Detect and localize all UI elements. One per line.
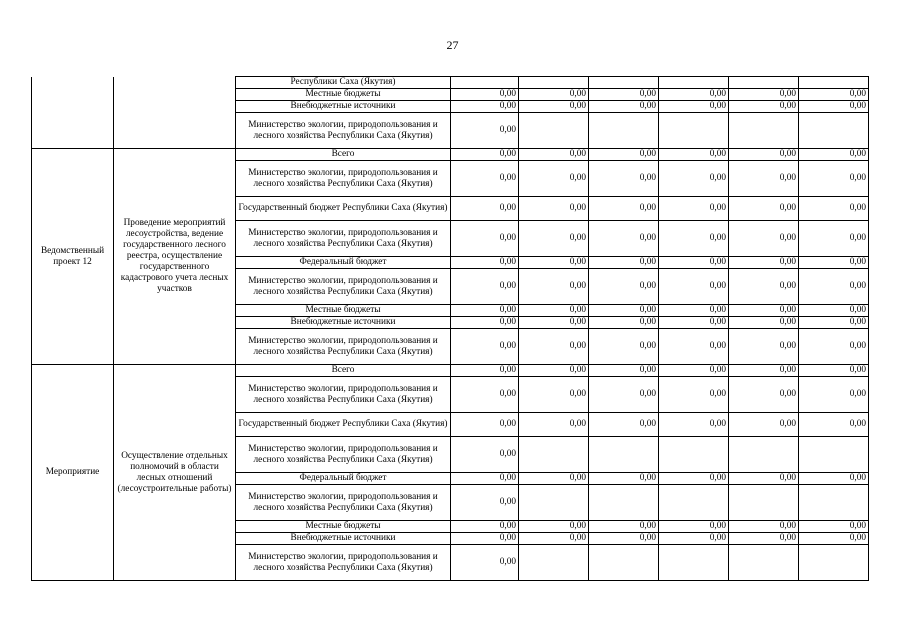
- amount-cell: [729, 485, 799, 521]
- amount-cell: 0,00: [589, 305, 659, 317]
- amount-cell: 0,00: [799, 89, 869, 101]
- amount-cell: 0,00: [519, 257, 589, 269]
- amount-cell: [799, 113, 869, 149]
- funding-source-label: Внебюджетные источники: [236, 317, 451, 329]
- amount-cell: 0,00: [659, 269, 729, 305]
- amount-cell: 0,00: [729, 221, 799, 257]
- amount-cell: 0,00: [519, 221, 589, 257]
- funding-source-label: Министерство экологии, природопользования и лесного хозяйства Республики Саха (Якутия): [236, 485, 451, 521]
- amount-cell: [589, 545, 659, 581]
- amount-cell: 0,00: [519, 365, 589, 377]
- amount-cell: 0,00: [799, 377, 869, 413]
- amount-cell: 0,00: [589, 377, 659, 413]
- amount-cell: 0,00: [799, 521, 869, 533]
- amount-cell: 0,00: [451, 473, 519, 485]
- amount-cell: 0,00: [659, 161, 729, 197]
- amount-cell: [589, 485, 659, 521]
- amount-cell: 0,00: [589, 161, 659, 197]
- amount-cell: 0,00: [659, 149, 729, 161]
- amount-cell: [519, 545, 589, 581]
- amount-cell: 0,00: [451, 269, 519, 305]
- amount-cell: 0,00: [519, 149, 589, 161]
- amount-cell: [589, 113, 659, 149]
- amount-cell: 0,00: [799, 197, 869, 221]
- amount-cell: 0,00: [451, 113, 519, 149]
- amount-cell: [659, 485, 729, 521]
- amount-cell: 0,00: [729, 269, 799, 305]
- amount-cell: 0,00: [589, 521, 659, 533]
- amount-cell: 0,00: [519, 101, 589, 113]
- funding-source-label: Министерство экологии, природопользования и лесного хозяйства Республики Саха (Якутия): [236, 545, 451, 581]
- amount-cell: 0,00: [519, 473, 589, 485]
- amount-cell: 0,00: [451, 533, 519, 545]
- amount-cell: [729, 437, 799, 473]
- amount-cell: 0,00: [659, 305, 729, 317]
- amount-cell: 0,00: [799, 161, 869, 197]
- table-row: [32, 77, 869, 89]
- amount-cell: 0,00: [729, 521, 799, 533]
- amount-cell: 0,00: [589, 257, 659, 269]
- amount-cell: 0,00: [799, 473, 869, 485]
- amount-cell: 0,00: [729, 197, 799, 221]
- funding-source-label: Министерство экологии, природопользования и лесного хозяйства Республики Саха (Якутия): [236, 377, 451, 413]
- continued-description-cell: [114, 77, 236, 149]
- budget-table-body: [32, 77, 869, 581]
- funding-source-label: Местные бюджеты: [236, 305, 451, 317]
- amount-cell: 0,00: [451, 485, 519, 521]
- amount-cell: [451, 77, 519, 89]
- funding-source-label: Государственный бюджет Республики Саха (Якутия): [236, 197, 451, 221]
- amount-cell: 0,00: [729, 161, 799, 197]
- amount-cell: 0,00: [589, 149, 659, 161]
- amount-cell: 0,00: [519, 317, 589, 329]
- amount-cell: 0,00: [519, 197, 589, 221]
- amount-cell: 0,00: [659, 197, 729, 221]
- amount-cell: 0,00: [589, 269, 659, 305]
- funding-source-label: Министерство экологии, природопользования и лесного хозяйства Республики Саха (Якутия): [236, 269, 451, 305]
- amount-cell: 0,00: [729, 149, 799, 161]
- amount-cell: 0,00: [799, 413, 869, 437]
- amount-cell: 0,00: [659, 101, 729, 113]
- amount-cell: [519, 113, 589, 149]
- amount-cell: [519, 485, 589, 521]
- amount-cell: [519, 77, 589, 89]
- funding-source-label: Министерство экологии, природопользования и лесного хозяйства Республики Саха (Якутия): [236, 221, 451, 257]
- amount-cell: 0,00: [589, 89, 659, 101]
- project-type-cell: Ведомственный проект 12: [32, 149, 114, 365]
- amount-cell: 0,00: [451, 317, 519, 329]
- amount-cell: [799, 545, 869, 581]
- amount-cell: 0,00: [799, 269, 869, 305]
- funding-source-label: Министерство экологии, природопользования и лесного хозяйства Республики Саха (Якутия): [236, 437, 451, 473]
- funding-source-label: Министерство экологии, природопользования и лесного хозяйства Республики Саха (Якутия): [236, 161, 451, 197]
- amount-cell: 0,00: [799, 305, 869, 317]
- amount-cell: 0,00: [729, 305, 799, 317]
- amount-cell: [799, 437, 869, 473]
- amount-cell: 0,00: [451, 521, 519, 533]
- amount-cell: 0,00: [659, 89, 729, 101]
- amount-cell: 0,00: [729, 473, 799, 485]
- funding-source-label: Государственный бюджет Республики Саха (Якутия): [236, 413, 451, 437]
- amount-cell: 0,00: [589, 533, 659, 545]
- amount-cell: 0,00: [451, 413, 519, 437]
- amount-cell: [729, 113, 799, 149]
- funding-source-label: Всего: [236, 149, 451, 161]
- amount-cell: 0,00: [451, 257, 519, 269]
- funding-source-label: Всего: [236, 365, 451, 377]
- amount-cell: 0,00: [799, 257, 869, 269]
- funding-source-label: Федеральный бюджет: [236, 473, 451, 485]
- funding-source-label: Федеральный бюджет: [236, 257, 451, 269]
- amount-cell: [799, 77, 869, 89]
- amount-cell: 0,00: [659, 377, 729, 413]
- amount-cell: 0,00: [451, 305, 519, 317]
- amount-cell: 0,00: [799, 101, 869, 113]
- amount-cell: 0,00: [589, 317, 659, 329]
- amount-cell: 0,00: [659, 533, 729, 545]
- amount-cell: 0,00: [729, 413, 799, 437]
- amount-cell: 0,00: [729, 89, 799, 101]
- amount-cell: 0,00: [729, 257, 799, 269]
- amount-cell: 0,00: [519, 269, 589, 305]
- amount-cell: 0,00: [799, 149, 869, 161]
- funding-source-label: Местные бюджеты: [236, 89, 451, 101]
- amount-cell: 0,00: [589, 413, 659, 437]
- amount-cell: 0,00: [729, 317, 799, 329]
- amount-cell: [659, 545, 729, 581]
- amount-cell: 0,00: [659, 413, 729, 437]
- amount-cell: 0,00: [451, 545, 519, 581]
- amount-cell: 0,00: [799, 317, 869, 329]
- page-number: 27: [446, 38, 459, 52]
- amount-cell: 0,00: [799, 533, 869, 545]
- project-description-cell: Проведение мероприятий лесоустройства, ведение государственного лесного реестра, осуществление государственного кадастрового учета лесных участков: [114, 149, 236, 365]
- amount-cell: 0,00: [729, 329, 799, 365]
- amount-cell: [589, 437, 659, 473]
- amount-cell: 0,00: [729, 377, 799, 413]
- amount-cell: 0,00: [451, 221, 519, 257]
- amount-cell: 0,00: [659, 365, 729, 377]
- amount-cell: 0,00: [451, 377, 519, 413]
- amount-cell: [729, 545, 799, 581]
- project-type-cell: Мероприятие: [32, 365, 114, 581]
- funding-source-label: Министерство экологии, природопользования и лесного хозяйства Республики Саха (Якутия): [236, 329, 451, 365]
- amount-cell: [659, 113, 729, 149]
- amount-cell: 0,00: [659, 317, 729, 329]
- amount-cell: 0,00: [451, 329, 519, 365]
- amount-cell: 0,00: [589, 197, 659, 221]
- amount-cell: 0,00: [519, 329, 589, 365]
- amount-cell: [519, 437, 589, 473]
- amount-cell: 0,00: [659, 329, 729, 365]
- funding-source-label: Внебюджетные источники: [236, 533, 451, 545]
- amount-cell: 0,00: [451, 101, 519, 113]
- table-row: [32, 365, 869, 377]
- amount-cell: 0,00: [799, 365, 869, 377]
- funding-source-label: Местные бюджеты: [236, 521, 451, 533]
- amount-cell: [659, 77, 729, 89]
- funding-source-label: Министерство экологии, природопользования и лесного хозяйства Республики Саха (Якутия): [236, 113, 451, 149]
- amount-cell: 0,00: [519, 305, 589, 317]
- funding-source-label: Внебюджетные источники: [236, 101, 451, 113]
- amount-cell: [589, 77, 659, 89]
- funding-source-label: Республики Саха (Якутия): [236, 77, 451, 89]
- continued-project-cell: [32, 77, 114, 149]
- amount-cell: 0,00: [729, 101, 799, 113]
- amount-cell: 0,00: [799, 329, 869, 365]
- amount-cell: 0,00: [589, 221, 659, 257]
- amount-cell: 0,00: [659, 521, 729, 533]
- amount-cell: 0,00: [659, 473, 729, 485]
- amount-cell: 0,00: [519, 89, 589, 101]
- amount-cell: 0,00: [729, 365, 799, 377]
- amount-cell: [659, 437, 729, 473]
- amount-cell: [799, 485, 869, 521]
- amount-cell: 0,00: [659, 221, 729, 257]
- amount-cell: [729, 77, 799, 89]
- amount-cell: 0,00: [589, 473, 659, 485]
- amount-cell: 0,00: [519, 161, 589, 197]
- amount-cell: 0,00: [451, 161, 519, 197]
- amount-cell: 0,00: [519, 413, 589, 437]
- amount-cell: 0,00: [729, 533, 799, 545]
- project-description-cell: Осуществление отдельных полномочий в области лесных отношений (лесоустроительные работы): [114, 365, 236, 581]
- amount-cell: 0,00: [519, 533, 589, 545]
- amount-cell: 0,00: [519, 377, 589, 413]
- amount-cell: 0,00: [451, 365, 519, 377]
- amount-cell: 0,00: [799, 221, 869, 257]
- amount-cell: 0,00: [519, 521, 589, 533]
- table-row: [32, 149, 869, 161]
- amount-cell: 0,00: [451, 89, 519, 101]
- amount-cell: 0,00: [451, 149, 519, 161]
- amount-cell: 0,00: [589, 101, 659, 113]
- amount-cell: 0,00: [451, 197, 519, 221]
- amount-cell: 0,00: [659, 257, 729, 269]
- amount-cell: 0,00: [589, 365, 659, 377]
- budget-table: [31, 76, 869, 581]
- amount-cell: 0,00: [589, 329, 659, 365]
- amount-cell: 0,00: [451, 437, 519, 473]
